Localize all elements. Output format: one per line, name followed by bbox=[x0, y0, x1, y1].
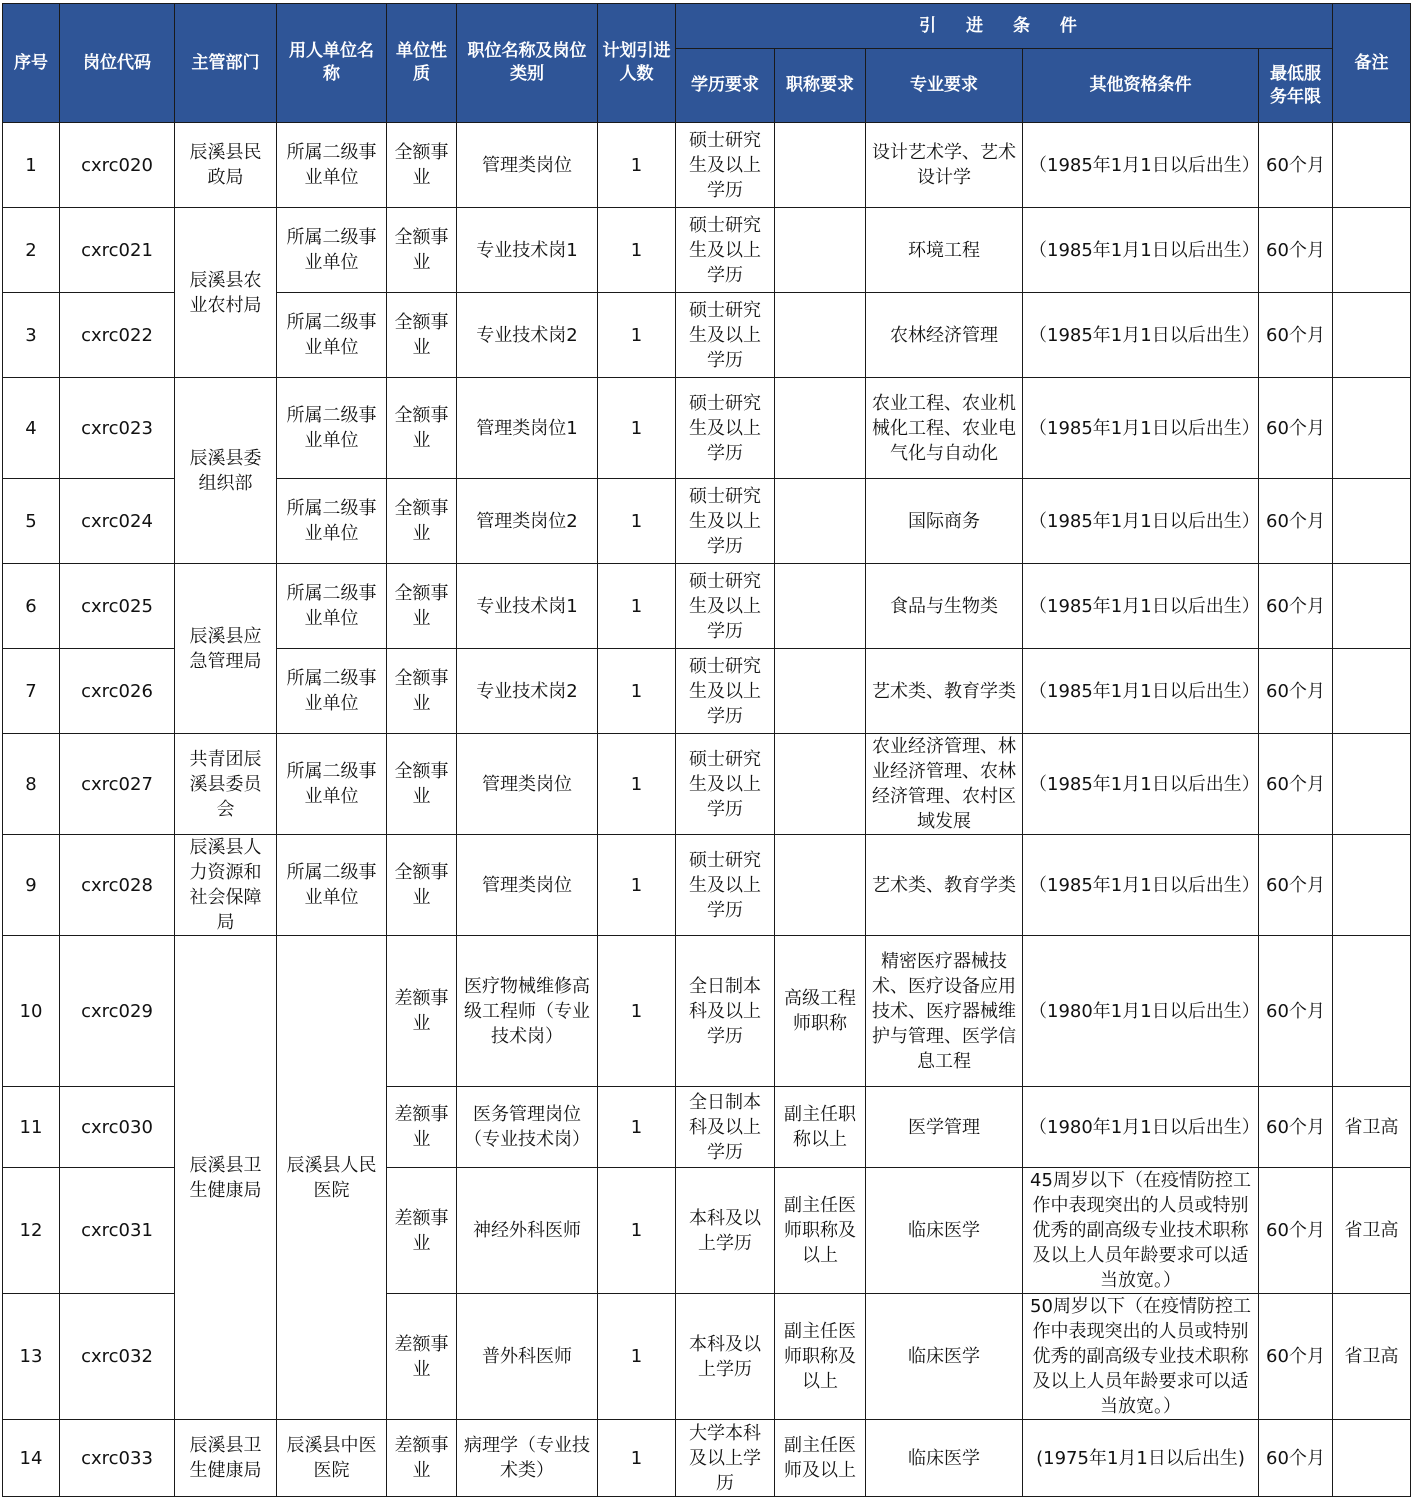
cell-code: cxrc031 bbox=[60, 1168, 175, 1294]
cell-count: 1 bbox=[598, 649, 676, 734]
cell-remark: 省卫高 bbox=[1333, 1294, 1411, 1420]
cell-nature: 全额事业 bbox=[387, 734, 457, 835]
cell-service: 60个月 bbox=[1259, 208, 1333, 293]
cell-edu: 大学本科及以上学历 bbox=[676, 1420, 775, 1497]
cell-other: 50周岁以下（在疫情防控工作中表现突出的人员或特别优秀的副高级专业技术职称及以上人员年龄要求可以适当放宽。） bbox=[1023, 1294, 1259, 1420]
cell-major: 艺术类、教育学类 bbox=[866, 835, 1023, 936]
cell-seq: 6 bbox=[3, 564, 60, 649]
cell-remark bbox=[1333, 378, 1411, 479]
cell-seq: 14 bbox=[3, 1420, 60, 1497]
cell-remark bbox=[1333, 123, 1411, 208]
cell-position: 管理类岗位 bbox=[457, 123, 598, 208]
cell-unit: 所属二级事业单位 bbox=[277, 564, 387, 649]
cell-edu: 硕士研究生及以上学历 bbox=[676, 479, 775, 564]
cell-edu: 全日制本科及以上学历 bbox=[676, 936, 775, 1087]
cell-count: 1 bbox=[598, 1168, 676, 1294]
cell-service: 60个月 bbox=[1259, 649, 1333, 734]
cell-remark bbox=[1333, 734, 1411, 835]
cell-service: 60个月 bbox=[1259, 123, 1333, 208]
cell-seq: 4 bbox=[3, 378, 60, 479]
cell-nature: 差额事业 bbox=[387, 1168, 457, 1294]
cell-other: （1985年1月1日以后出生） bbox=[1023, 479, 1259, 564]
cell-title-req bbox=[775, 208, 866, 293]
cell-title-req bbox=[775, 835, 866, 936]
header-dept: 主管部门 bbox=[175, 4, 277, 123]
cell-other: （1985年1月1日以后出生） bbox=[1023, 835, 1259, 936]
cell-remark bbox=[1333, 936, 1411, 1087]
cell-edu: 硕士研究生及以上学历 bbox=[676, 734, 775, 835]
cell-service: 60个月 bbox=[1259, 293, 1333, 378]
cell-seq: 1 bbox=[3, 123, 60, 208]
cell-dept: 辰溪县卫生健康局 bbox=[175, 936, 277, 1420]
cell-service: 60个月 bbox=[1259, 1168, 1333, 1294]
cell-seq: 10 bbox=[3, 936, 60, 1087]
header-position: 职位名称及岗位类别 bbox=[457, 4, 598, 123]
cell-count: 1 bbox=[598, 293, 676, 378]
cell-position: 普外科医师 bbox=[457, 1294, 598, 1420]
table-row bbox=[3, 734, 1411, 835]
cell-remark bbox=[1333, 835, 1411, 936]
cell-title-req bbox=[775, 649, 866, 734]
cell-code: cxrc026 bbox=[60, 649, 175, 734]
header-count: 计划引进人数 bbox=[598, 4, 676, 123]
cell-other: （1985年1月1日以后出生） bbox=[1023, 293, 1259, 378]
cell-position: 专业技术岗2 bbox=[457, 293, 598, 378]
cell-service: 60个月 bbox=[1259, 479, 1333, 564]
header-title-req: 职称要求 bbox=[775, 49, 866, 123]
cell-edu: 本科及以上学历 bbox=[676, 1294, 775, 1420]
cell-major: 临床医学 bbox=[866, 1168, 1023, 1294]
cell-code: cxrc020 bbox=[60, 123, 175, 208]
cell-dept: 共青团辰溪县委员会 bbox=[175, 734, 277, 835]
cell-title-req bbox=[775, 734, 866, 835]
cell-position: 神经外科医师 bbox=[457, 1168, 598, 1294]
cell-service: 60个月 bbox=[1259, 1420, 1333, 1497]
cell-seq: 5 bbox=[3, 479, 60, 564]
header-other: 其他资格条件 bbox=[1023, 49, 1259, 123]
cell-seq: 13 bbox=[3, 1294, 60, 1420]
cell-nature: 差额事业 bbox=[387, 1294, 457, 1420]
cell-seq: 8 bbox=[3, 734, 60, 835]
cell-nature: 差额事业 bbox=[387, 936, 457, 1087]
cell-count: 1 bbox=[598, 1087, 676, 1168]
cell-unit: 所属二级事业单位 bbox=[277, 649, 387, 734]
cell-seq: 11 bbox=[3, 1087, 60, 1168]
cell-code: cxrc029 bbox=[60, 936, 175, 1087]
cell-nature: 全额事业 bbox=[387, 293, 457, 378]
table-row bbox=[3, 123, 1411, 208]
cell-position: 专业技术岗1 bbox=[457, 564, 598, 649]
cell-position: 病理学（专业技术类） bbox=[457, 1420, 598, 1497]
cell-nature: 差额事业 bbox=[387, 1087, 457, 1168]
cell-dept: 辰溪县应急管理局 bbox=[175, 564, 277, 734]
cell-other: （1985年1月1日以后出生） bbox=[1023, 123, 1259, 208]
recruitment-table bbox=[2, 3, 1411, 1497]
cell-nature: 全额事业 bbox=[387, 378, 457, 479]
cell-edu: 硕士研究生及以上学历 bbox=[676, 293, 775, 378]
cell-edu: 硕士研究生及以上学历 bbox=[676, 564, 775, 649]
cell-count: 1 bbox=[598, 123, 676, 208]
cell-unit: 所属二级事业单位 bbox=[277, 378, 387, 479]
table-row bbox=[3, 936, 1411, 1087]
cell-major: 艺术类、教育学类 bbox=[866, 649, 1023, 734]
cell-major: 医学管理 bbox=[866, 1087, 1023, 1168]
cell-remark bbox=[1333, 564, 1411, 649]
header-edu: 学历要求 bbox=[676, 49, 775, 123]
cell-other: （1985年1月1日以后出生） bbox=[1023, 378, 1259, 479]
cell-nature: 差额事业 bbox=[387, 1420, 457, 1497]
table-row bbox=[3, 564, 1411, 649]
cell-edu: 全日制本科及以上学历 bbox=[676, 1087, 775, 1168]
cell-major: 食品与生物类 bbox=[866, 564, 1023, 649]
cell-title-req: 副主任医师及以上 bbox=[775, 1420, 866, 1497]
cell-unit: 所属二级事业单位 bbox=[277, 293, 387, 378]
cell-service: 60个月 bbox=[1259, 378, 1333, 479]
cell-title-req: 副主任医师职称及以上 bbox=[775, 1168, 866, 1294]
cell-seq: 3 bbox=[3, 293, 60, 378]
cell-service: 60个月 bbox=[1259, 936, 1333, 1087]
table-row bbox=[3, 835, 1411, 936]
cell-title-req bbox=[775, 479, 866, 564]
cell-service: 60个月 bbox=[1259, 1087, 1333, 1168]
cell-code: cxrc032 bbox=[60, 1294, 175, 1420]
cell-major: 临床医学 bbox=[866, 1294, 1023, 1420]
cell-seq: 12 bbox=[3, 1168, 60, 1294]
cell-title-req bbox=[775, 564, 866, 649]
header-major: 专业要求 bbox=[866, 49, 1023, 123]
cell-dept: 辰溪县农业农村局 bbox=[175, 208, 277, 378]
cell-code: cxrc027 bbox=[60, 734, 175, 835]
cell-unit: 辰溪县人民医院 bbox=[277, 936, 387, 1420]
cell-code: cxrc022 bbox=[60, 293, 175, 378]
cell-major: 临床医学 bbox=[866, 1420, 1023, 1497]
cell-code: cxrc024 bbox=[60, 479, 175, 564]
table-row bbox=[3, 1420, 1411, 1497]
cell-major: 环境工程 bbox=[866, 208, 1023, 293]
cell-title-req bbox=[775, 123, 866, 208]
cell-count: 1 bbox=[598, 208, 676, 293]
header-service: 最低服务年限 bbox=[1259, 49, 1333, 123]
cell-seq: 7 bbox=[3, 649, 60, 734]
cell-nature: 全额事业 bbox=[387, 479, 457, 564]
cell-count: 1 bbox=[598, 1420, 676, 1497]
cell-unit: 所属二级事业单位 bbox=[277, 208, 387, 293]
cell-other: （1985年1月1日以后出生） bbox=[1023, 734, 1259, 835]
header-seq: 序号 bbox=[3, 4, 60, 123]
recruitment-table-wrapper bbox=[2, 3, 1411, 1497]
cell-nature: 全额事业 bbox=[387, 835, 457, 936]
cell-major: 农业工程、农业机械化工程、农业电气化与自动化 bbox=[866, 378, 1023, 479]
cell-unit: 所属二级事业单位 bbox=[277, 479, 387, 564]
cell-position: 管理类岗位1 bbox=[457, 378, 598, 479]
cell-count: 1 bbox=[598, 378, 676, 479]
cell-edu: 本科及以上学历 bbox=[676, 1168, 775, 1294]
cell-nature: 全额事业 bbox=[387, 123, 457, 208]
cell-service: 60个月 bbox=[1259, 564, 1333, 649]
cell-position: 管理类岗位 bbox=[457, 734, 598, 835]
table-row bbox=[3, 378, 1411, 479]
header-unit: 用人单位名称 bbox=[277, 4, 387, 123]
cell-title-req: 高级工程师职称 bbox=[775, 936, 866, 1087]
cell-title-req: 副主任职称以上 bbox=[775, 1087, 866, 1168]
cell-service: 60个月 bbox=[1259, 1294, 1333, 1420]
header-remark: 备注 bbox=[1333, 4, 1411, 123]
cell-edu: 硕士研究生及以上学历 bbox=[676, 208, 775, 293]
cell-remark: 省卫高 bbox=[1333, 1168, 1411, 1294]
cell-dept: 辰溪县卫生健康局 bbox=[175, 1420, 277, 1497]
cell-service: 60个月 bbox=[1259, 734, 1333, 835]
cell-other: （1985年1月1日以后出生） bbox=[1023, 649, 1259, 734]
cell-other: （1985年1月1日以后出生） bbox=[1023, 208, 1259, 293]
cell-code: cxrc025 bbox=[60, 564, 175, 649]
header-code: 岗位代码 bbox=[60, 4, 175, 123]
table-header bbox=[3, 4, 1411, 123]
cell-code: cxrc030 bbox=[60, 1087, 175, 1168]
cell-nature: 全额事业 bbox=[387, 649, 457, 734]
cell-other: 45周岁以下（在疫情防控工作中表现突出的人员或特别优秀的副高级专业技术职称及以上人员年龄要求可以适当放宽。） bbox=[1023, 1168, 1259, 1294]
cell-major: 国际商务 bbox=[866, 479, 1023, 564]
cell-remark bbox=[1333, 479, 1411, 564]
cell-code: cxrc023 bbox=[60, 378, 175, 479]
cell-remark bbox=[1333, 293, 1411, 378]
cell-remark: 省卫高 bbox=[1333, 1087, 1411, 1168]
header-conditions: 引 进 条 件 bbox=[676, 4, 1333, 49]
cell-remark bbox=[1333, 649, 1411, 734]
cell-unit: 所属二级事业单位 bbox=[277, 123, 387, 208]
cell-major: 精密医疗器械技术、医疗设备应用技术、医疗器械维护与管理、医学信息工程 bbox=[866, 936, 1023, 1087]
cell-major: 设计艺术学、艺术设计学 bbox=[866, 123, 1023, 208]
cell-position: 管理类岗位 bbox=[457, 835, 598, 936]
cell-count: 1 bbox=[598, 1294, 676, 1420]
cell-unit: 所属二级事业单位 bbox=[277, 734, 387, 835]
cell-seq: 9 bbox=[3, 835, 60, 936]
cell-code: cxrc033 bbox=[60, 1420, 175, 1497]
cell-code: cxrc021 bbox=[60, 208, 175, 293]
cell-edu: 硕士研究生及以上学历 bbox=[676, 649, 775, 734]
cell-count: 1 bbox=[598, 734, 676, 835]
cell-count: 1 bbox=[598, 835, 676, 936]
cell-unit: 所属二级事业单位 bbox=[277, 835, 387, 936]
cell-other: (1975年1月1日以后出生) bbox=[1023, 1420, 1259, 1497]
cell-edu: 硕士研究生及以上学历 bbox=[676, 123, 775, 208]
cell-dept: 辰溪县委组织部 bbox=[175, 378, 277, 564]
cell-seq: 2 bbox=[3, 208, 60, 293]
cell-dept: 辰溪县人力资源和社会保障局 bbox=[175, 835, 277, 936]
cell-service: 60个月 bbox=[1259, 835, 1333, 936]
cell-position: 管理类岗位2 bbox=[457, 479, 598, 564]
cell-nature: 全额事业 bbox=[387, 564, 457, 649]
cell-other: （1980年1月1日以后出生） bbox=[1023, 1087, 1259, 1168]
cell-other: （1985年1月1日以后出生） bbox=[1023, 564, 1259, 649]
cell-count: 1 bbox=[598, 479, 676, 564]
cell-remark bbox=[1333, 208, 1411, 293]
cell-position: 专业技术岗2 bbox=[457, 649, 598, 734]
cell-count: 1 bbox=[598, 936, 676, 1087]
cell-position: 医务管理岗位（专业技术岗） bbox=[457, 1087, 598, 1168]
cell-title-req: 副主任医师职称及以上 bbox=[775, 1294, 866, 1420]
table-body bbox=[3, 123, 1411, 1497]
cell-remark bbox=[1333, 1420, 1411, 1497]
table-row bbox=[3, 208, 1411, 293]
cell-title-req bbox=[775, 378, 866, 479]
cell-other: （1980年1月1日以后出生） bbox=[1023, 936, 1259, 1087]
cell-title-req bbox=[775, 293, 866, 378]
cell-major: 农业经济管理、林业经济管理、农林经济管理、农村区域发展 bbox=[866, 734, 1023, 835]
cell-edu: 硕士研究生及以上学历 bbox=[676, 835, 775, 936]
cell-position: 医疗物械维修高级工程师（专业技术岗） bbox=[457, 936, 598, 1087]
cell-count: 1 bbox=[598, 564, 676, 649]
cell-major: 农林经济管理 bbox=[866, 293, 1023, 378]
cell-code: cxrc028 bbox=[60, 835, 175, 936]
cell-unit: 辰溪县中医医院 bbox=[277, 1420, 387, 1497]
cell-edu: 硕士研究生及以上学历 bbox=[676, 378, 775, 479]
cell-nature: 全额事业 bbox=[387, 208, 457, 293]
cell-position: 专业技术岗1 bbox=[457, 208, 598, 293]
header-nature: 单位性质 bbox=[387, 4, 457, 123]
cell-dept: 辰溪县民政局 bbox=[175, 123, 277, 208]
